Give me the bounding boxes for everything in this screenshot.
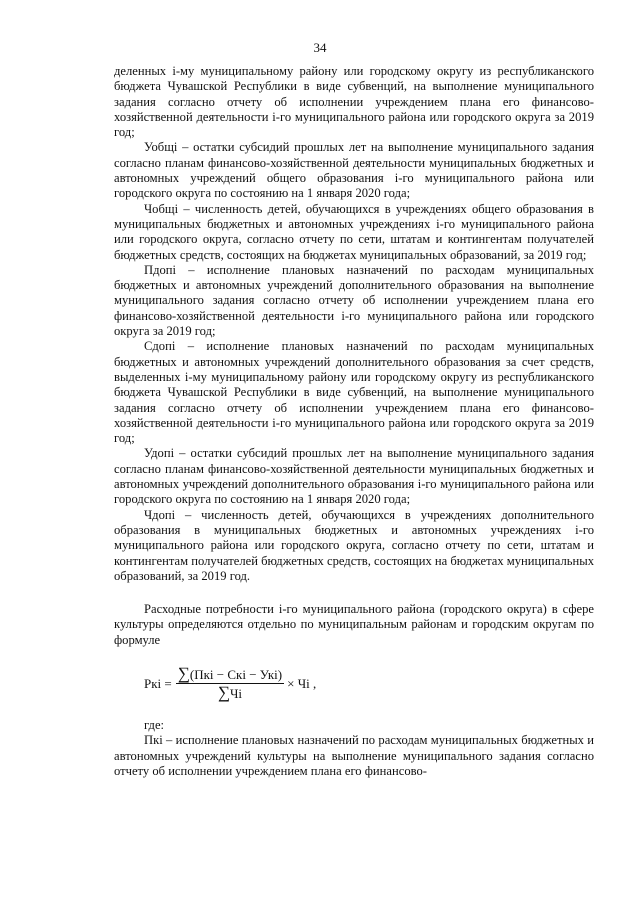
paragraph: Чобщi – численность детей, обучающихся в учреждениях общего образования в муниципальных бюджетных и автономных учреждениях i-го муниципального района или городского округа, согласно отчету по сети, штатам и контингентам получателей бюджетных средств, состоящих на бюджетах муниципальных образований, за 2019 год;	[114, 201, 594, 262]
formula-denominator	[218, 684, 242, 701]
sum-symbol: ∑	[177, 664, 190, 684]
paragraph: Пкi – исполнение плановых назначений по расходам муниципальных бюджетных и автономных учреждений культуры на выполнение муниципального задания согласно отчету об исполнении учреждением плана его финансово-	[114, 733, 594, 778]
page-number: 34	[313, 40, 327, 55]
formula-numerator	[176, 666, 284, 684]
body-text	[114, 64, 594, 779]
formula	[144, 664, 594, 704]
sum-symbol: ∑	[217, 683, 230, 703]
paragraph: Уобщi – остатки субсидий прошлых лет на выполнение муниципального задания согласно планам финансово-хозяйственной деятельности муниципальных бюджетных и автономных учреждений общего образования i-го муниципального района или городского округа по состоянию на 1 января 2020 года;	[114, 140, 594, 201]
paragraph: Пдопi – исполнение плановых назначений по расходам муниципальных бюджетных и автономных учреждений дополнительного образования на выполнение муниципального задания согласно отчету об исполнении учреждением плана его финансово-хозяйственной деятельности i-го муниципального района или городского округа за 2019 год;	[114, 262, 594, 339]
formula-multiplier: × Чi ,	[287, 676, 317, 692]
formula-numerator-text: (Пкi − Скi − Укi)	[189, 667, 283, 683]
paragraph: Чдопi – численность детей, обучающихся в учреждениях дополнительного образования в муниципальных бюджетных и автономных учреждениях i-го муниципального района или городского округа, согласно отчету по сети, штатам и контингентам получателей бюджетных средств, состоящих на бюджетах муниципальных образований, за 2019 год.	[114, 507, 594, 583]
formula-fraction	[176, 666, 284, 702]
paragraph: Сдопi – исполнение плановых назначений по расходам муниципальных бюджетных и автономных учреждений дополнительного образования за счет средств, выделенных i-му муниципальному району или городскому округу из республиканского бюджета Чувашской Республики в виде субвенций, на выполнение муниципального задания согласно отчету об исполнении учреждением плана его финансово-хозяйственной деятельности i-го муниципального района или городского округа за 2019 год;	[114, 339, 594, 446]
formula-lhs: Ркi =	[144, 676, 172, 692]
formula-denominator-text: Чi	[229, 686, 243, 702]
where-label: где:	[144, 717, 165, 732]
paragraph: Удопi – остатки субсидий прошлых лет на выполнение муниципального задания согласно планам финансово-хозяйственной деятельности муниципальных бюджетных и автономных учреждений дополнительного образования i-го муниципального района или городского округа по состоянию на 1 января 2020 года;	[114, 446, 594, 507]
intro-paragraph: Расходные потребности i-го муниципального района (городского округа) в сфере культуры определяются отдельно по муниципальным районам и городским округам по формуле	[114, 602, 594, 647]
paragraph: деленных i-му муниципальному району или городскому округу из республиканского бюджета Чувашской Республики в виде субвенций, на выполнение муниципального задания согласно отчету об исполнении учреждением плана его финансово-хозяйственной деятельности i-го муниципального района или городского округа за 2019 год;	[114, 64, 594, 140]
